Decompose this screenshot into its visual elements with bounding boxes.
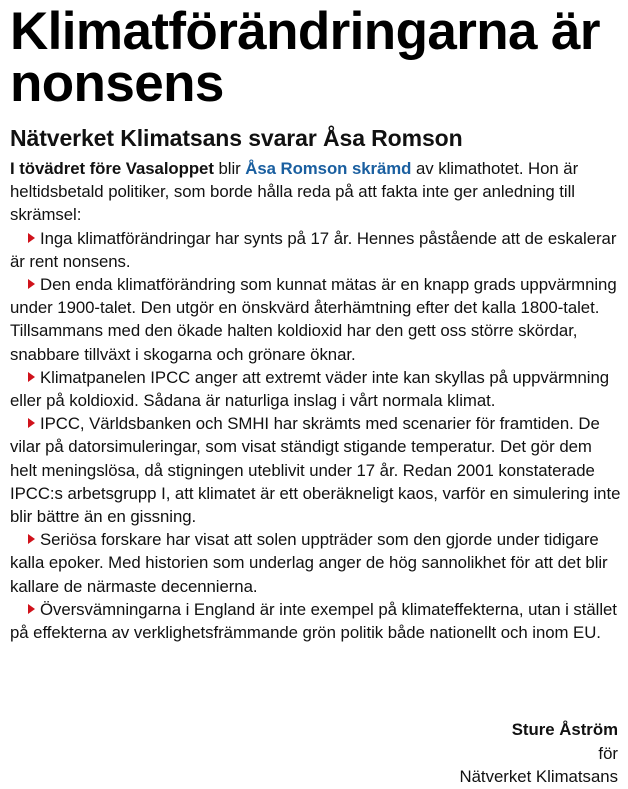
article	[10, 0, 622, 644]
bullet-item	[10, 227, 622, 273]
bullet-text: Inga klimatförändringar har synts på 17 år. Hennes påstående att de eskalerar är rent nonsens.	[10, 228, 617, 271]
bullet-arrow-icon	[28, 372, 35, 382]
bullet-text: Den enda klimatförändring som kunnat mätas är en knapp grads uppvärmning under 1900-talet. Den utgör en önskvärd återhämtning efter det kalla 1800-talet. Tillsammans med den ökade halten koldioxid har den gett oss större skördar, snabbare tillväxt i skogarna och grönare öknar.	[10, 275, 617, 364]
signature-name: Sture Åström	[511, 720, 618, 739]
bullet-item	[10, 412, 622, 528]
romson-link[interactable]: Åsa Romson skrämd	[245, 159, 412, 178]
bullet-item	[10, 528, 622, 598]
bullet-item	[10, 598, 622, 644]
article-body	[10, 157, 622, 644]
bullet-text: Seriösa forskare har visat att solen uppträder som den gjorde under tidigare kalla epoker. Med historien som underlag anger de hög sannolikhet för att det blir kallare de närmaste decennierna.	[10, 530, 608, 596]
bullet-item	[10, 273, 622, 366]
subheadline: Nätverket Klimatsans svarar Åsa Romson	[10, 125, 463, 151]
bullet-text: IPCC, Världsbanken och SMHI har skrämts med scenarier för framtiden. De vilar på datorsimuleringar, som visat ständigt stigande temperatur. Det gör dem helt meningslösa, då stigningen uteblivit under 17 år. Redan 2001 konstaterade IPCC:s arbetsgrupp I, att klimatet är ett oberäkneligt kaos, varför en simulering inte blir bättre än en gissning.	[10, 414, 621, 527]
signature	[459, 718, 618, 789]
bullet-arrow-icon	[28, 233, 35, 243]
intro-lead: I tövädret före Vasaloppet	[10, 159, 214, 178]
intro-text-2: av klimathotet. Hon är heltidsbetald politiker, som borde hålla reda på att fakta inte ger anledning till skrämsel:	[10, 159, 579, 225]
bullet-arrow-icon	[28, 418, 35, 428]
intro-text-1: blir	[213, 159, 246, 178]
bullet-text: Klimatpanelen IPCC anger att extremt väder inte kan skyllas på uppvärmning eller på koldioxid. Sådana är naturliga inslag i vårt normala klimat.	[10, 367, 610, 411]
signature-for: för	[598, 743, 618, 763]
bullet-arrow-icon	[28, 604, 35, 614]
bullet-arrow-icon	[28, 534, 35, 544]
bullet-arrow-icon	[28, 279, 35, 289]
signature-org: Nätverket Klimatsans	[459, 767, 618, 786]
intro-paragraph	[10, 157, 622, 227]
headline: Klimatförändringarna är nonsens	[10, 2, 600, 113]
bullet-text: Översvämningarna i England är inte exempel på klimateffekterna, utan i stället på effekterna av verklighetsfrämmande grön politik både nationellt och inom EU.	[10, 599, 617, 643]
bullet-item	[10, 366, 622, 412]
